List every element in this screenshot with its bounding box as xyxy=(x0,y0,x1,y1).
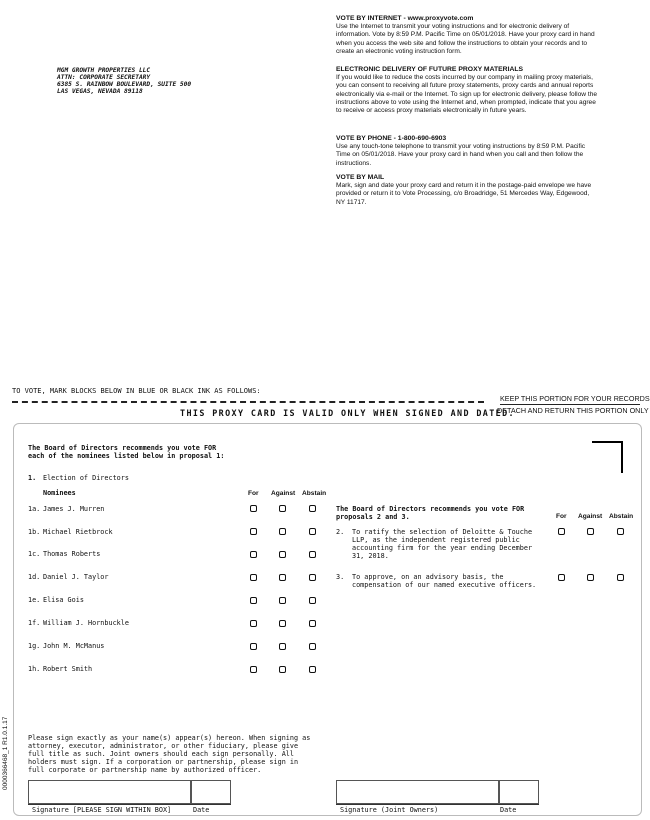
side-document-code: 0000366468_1 R1.0.1.17 xyxy=(2,716,9,790)
proposal-2-abstain-checkbox[interactable] xyxy=(617,528,624,535)
electronic-delivery-section xyxy=(336,66,600,115)
nominee-1b-abstain-checkbox[interactable] xyxy=(309,528,316,535)
nominee-1a-for-checkbox[interactable] xyxy=(250,505,257,512)
address-line: MGM GROWTH PROPERTIES LLC xyxy=(57,67,151,74)
address-line: 6385 S. RAINBOW BOULEVARD, SUITE 500 xyxy=(57,81,192,88)
nominee-id: 1d. xyxy=(28,573,41,581)
keep-portion-label: KEEP THIS PORTION FOR YOUR RECORDS xyxy=(500,394,650,403)
nominee-1d-for-checkbox[interactable] xyxy=(250,574,257,581)
electronic-delivery-heading: ELECTRONIC DELIVERY OF FUTURE PROXY MATERIALS xyxy=(336,66,524,73)
col-abstain-header: Abstain xyxy=(302,490,327,497)
proposal-1-number: 1. xyxy=(28,474,37,482)
nominee-1b-for-checkbox[interactable] xyxy=(250,528,257,535)
nominee-id: 1h. xyxy=(28,665,41,673)
nominee-1d-against-checkbox[interactable] xyxy=(279,574,286,581)
recommend-proposal-1: The Board of Directors recommends you vote FOR each of the nominees listed below in proposal 1: xyxy=(28,444,225,460)
nominee-name: James J. Murren xyxy=(43,505,105,513)
col-against-header: Against xyxy=(271,490,296,497)
nominee-1h-abstain-checkbox[interactable] xyxy=(309,666,316,673)
nominee-1f-for-checkbox[interactable] xyxy=(250,620,257,627)
vote-phone-body: Use any touch-tone telephone to transmit your voting instructions by 8:59 P.M. Pacific Time on 05/01/2018. Have your proxy card in hand when you call and then follow the instructions. xyxy=(336,143,586,167)
joint-signature-underline xyxy=(336,804,539,805)
address-line: ATTN: CORPORATE SECRETARY xyxy=(57,74,151,81)
nominee-id: 1a. xyxy=(28,505,41,513)
proposal-3-text: To approve, on an advisory basis, the compensation of our named executive officers. xyxy=(352,573,537,589)
proposal-3-abstain-checkbox[interactable] xyxy=(617,574,624,581)
nominee-id: 1e. xyxy=(28,596,41,604)
col-abstain-header-2: Abstain xyxy=(609,513,634,520)
vote-mail-heading: VOTE BY MAIL xyxy=(336,174,385,181)
nominee-1b-against-checkbox[interactable] xyxy=(279,528,286,535)
vote-phone-section xyxy=(336,135,600,168)
nominees-header: Nominees xyxy=(43,489,76,497)
nominee-id: 1g. xyxy=(28,642,41,650)
proposal-2-for-checkbox[interactable] xyxy=(558,528,565,535)
nominee-1g-for-checkbox[interactable] xyxy=(250,643,257,650)
vote-mail-body: Mark, sign and date your proxy card and return it in the postage-paid envelope we have provided or return it to Vote Processing, c/o Broadridge, 51 Mercedes Way, Edgewood, NY 11717. xyxy=(336,182,592,206)
nominee-1e-abstain-checkbox[interactable] xyxy=(309,597,316,604)
proposal-3-for-checkbox[interactable] xyxy=(558,574,565,581)
electronic-delivery-body: If you would like to reduce the costs incurred by our company in mailing proxy materials, you can consent to receiving all future proxy statements, proxy cards and annual reports electronically via e-mail or the Internet. To sign up for electronic delivery, please follow the instructions above to vote using the Internet and, when prompted, indicate that you agree to receive or access proxy materials electronically in future years. xyxy=(336,74,598,115)
nominee-name: Daniel J. Taylor xyxy=(43,573,109,581)
nominee-1a-against-checkbox[interactable] xyxy=(279,505,286,512)
nominee-id: 1c. xyxy=(28,550,41,558)
joint-date-label: Date xyxy=(500,806,517,814)
nominee-name: William J. Hornbuckle xyxy=(43,619,129,627)
vote-phone-heading: VOTE BY PHONE - 1-800-690-6903 xyxy=(336,135,447,142)
col-for-header-2: For xyxy=(556,513,567,520)
date-label: Date xyxy=(193,806,210,814)
signature-label: Signature [PLEASE SIGN WITHIN BOX] xyxy=(32,806,172,814)
address-line: LAS VEGAS, NEVADA 89118 xyxy=(57,88,143,95)
recommend-proposals-2-3: The Board of Directors recommends you vote FOR proposals 2 and 3. xyxy=(336,505,525,521)
nominee-1c-abstain-checkbox[interactable] xyxy=(309,551,316,558)
nominee-1g-against-checkbox[interactable] xyxy=(279,643,286,650)
vote-internet-body: Use the Internet to transmit your voting instructions and for electronic delivery of information. Vote by 8:59 P.M. Pacific Time on 05/01/2018. Have your proxy card in hand when you access the web site and follow the instructions to obtain your records and to create an electronic voting instruction form. xyxy=(336,23,595,55)
nominee-name: Robert Smith xyxy=(43,665,93,673)
nominee-1f-against-checkbox[interactable] xyxy=(279,620,286,627)
valid-notice: THIS PROXY CARD IS VALID ONLY WHEN SIGNED AND DATED. xyxy=(180,408,515,418)
proposal-2-against-checkbox[interactable] xyxy=(587,528,594,535)
nominee-id: 1f. xyxy=(28,619,41,627)
joint-date-box[interactable] xyxy=(499,780,539,804)
date-box[interactable] xyxy=(191,780,231,804)
signature-box[interactable] xyxy=(28,780,191,804)
proposal-1-title: Election of Directors xyxy=(43,474,129,482)
vote-internet-heading: VOTE BY INTERNET - www.proxyvote.com xyxy=(336,15,474,22)
nominee-1c-against-checkbox[interactable] xyxy=(279,551,286,558)
nominee-1h-for-checkbox[interactable] xyxy=(250,666,257,673)
nominee-1f-abstain-checkbox[interactable] xyxy=(309,620,316,627)
corner-registration-mark xyxy=(592,441,623,473)
sign-instructions: Please sign exactly as your name(s) appear(s) hereon. When signing as attorney, executor, administrator, or other fiduciary, please give full title as such. Joint owners should each sign personally. All holders must sign. If a corporation or partnership, please sign in full corporate or partnership name by authorized officer. xyxy=(28,734,311,774)
joint-signature-box[interactable] xyxy=(336,780,499,804)
signature-underline xyxy=(28,804,231,805)
vote-internet-section xyxy=(336,15,600,56)
nominee-1d-abstain-checkbox[interactable] xyxy=(309,574,316,581)
vote-mail-section xyxy=(336,174,600,207)
mailing-address xyxy=(57,67,191,95)
joint-signature-label: Signature (Joint Owners) xyxy=(340,806,439,814)
detach-portion-label: DETACH AND RETURN THIS PORTION ONLY xyxy=(497,406,649,415)
to-vote-instruction: TO VOTE, MARK BLOCKS BELOW IN BLUE OR BLACK INK AS FOLLOWS: xyxy=(12,387,261,395)
nominee-1h-against-checkbox[interactable] xyxy=(279,666,286,673)
col-for-header: For xyxy=(248,490,259,497)
proposal-2-number: 2. xyxy=(336,528,345,536)
nominee-1e-for-checkbox[interactable] xyxy=(250,597,257,604)
nominee-1g-abstain-checkbox[interactable] xyxy=(309,643,316,650)
keep-divider xyxy=(500,404,640,405)
proposal-3-number: 3. xyxy=(336,573,345,581)
nominee-name: Elisa Gois xyxy=(43,596,84,604)
col-against-header-2: Against xyxy=(578,513,603,520)
detach-dashed-line xyxy=(12,401,484,403)
proposal-2-text: To ratify the selection of Deloitte & Touche LLP, as the independent registered public accounting firm for the year ending December 31, 2018. xyxy=(352,528,533,560)
nominee-name: John M. McManus xyxy=(43,642,105,650)
nominee-name: Michael Rietbrock xyxy=(43,528,113,536)
proposal-3-against-checkbox[interactable] xyxy=(587,574,594,581)
nominee-id: 1b. xyxy=(28,528,41,536)
nominee-name: Thomas Roberts xyxy=(43,550,101,558)
nominee-1e-against-checkbox[interactable] xyxy=(279,597,286,604)
nominee-1c-for-checkbox[interactable] xyxy=(250,551,257,558)
nominee-1a-abstain-checkbox[interactable] xyxy=(309,505,316,512)
